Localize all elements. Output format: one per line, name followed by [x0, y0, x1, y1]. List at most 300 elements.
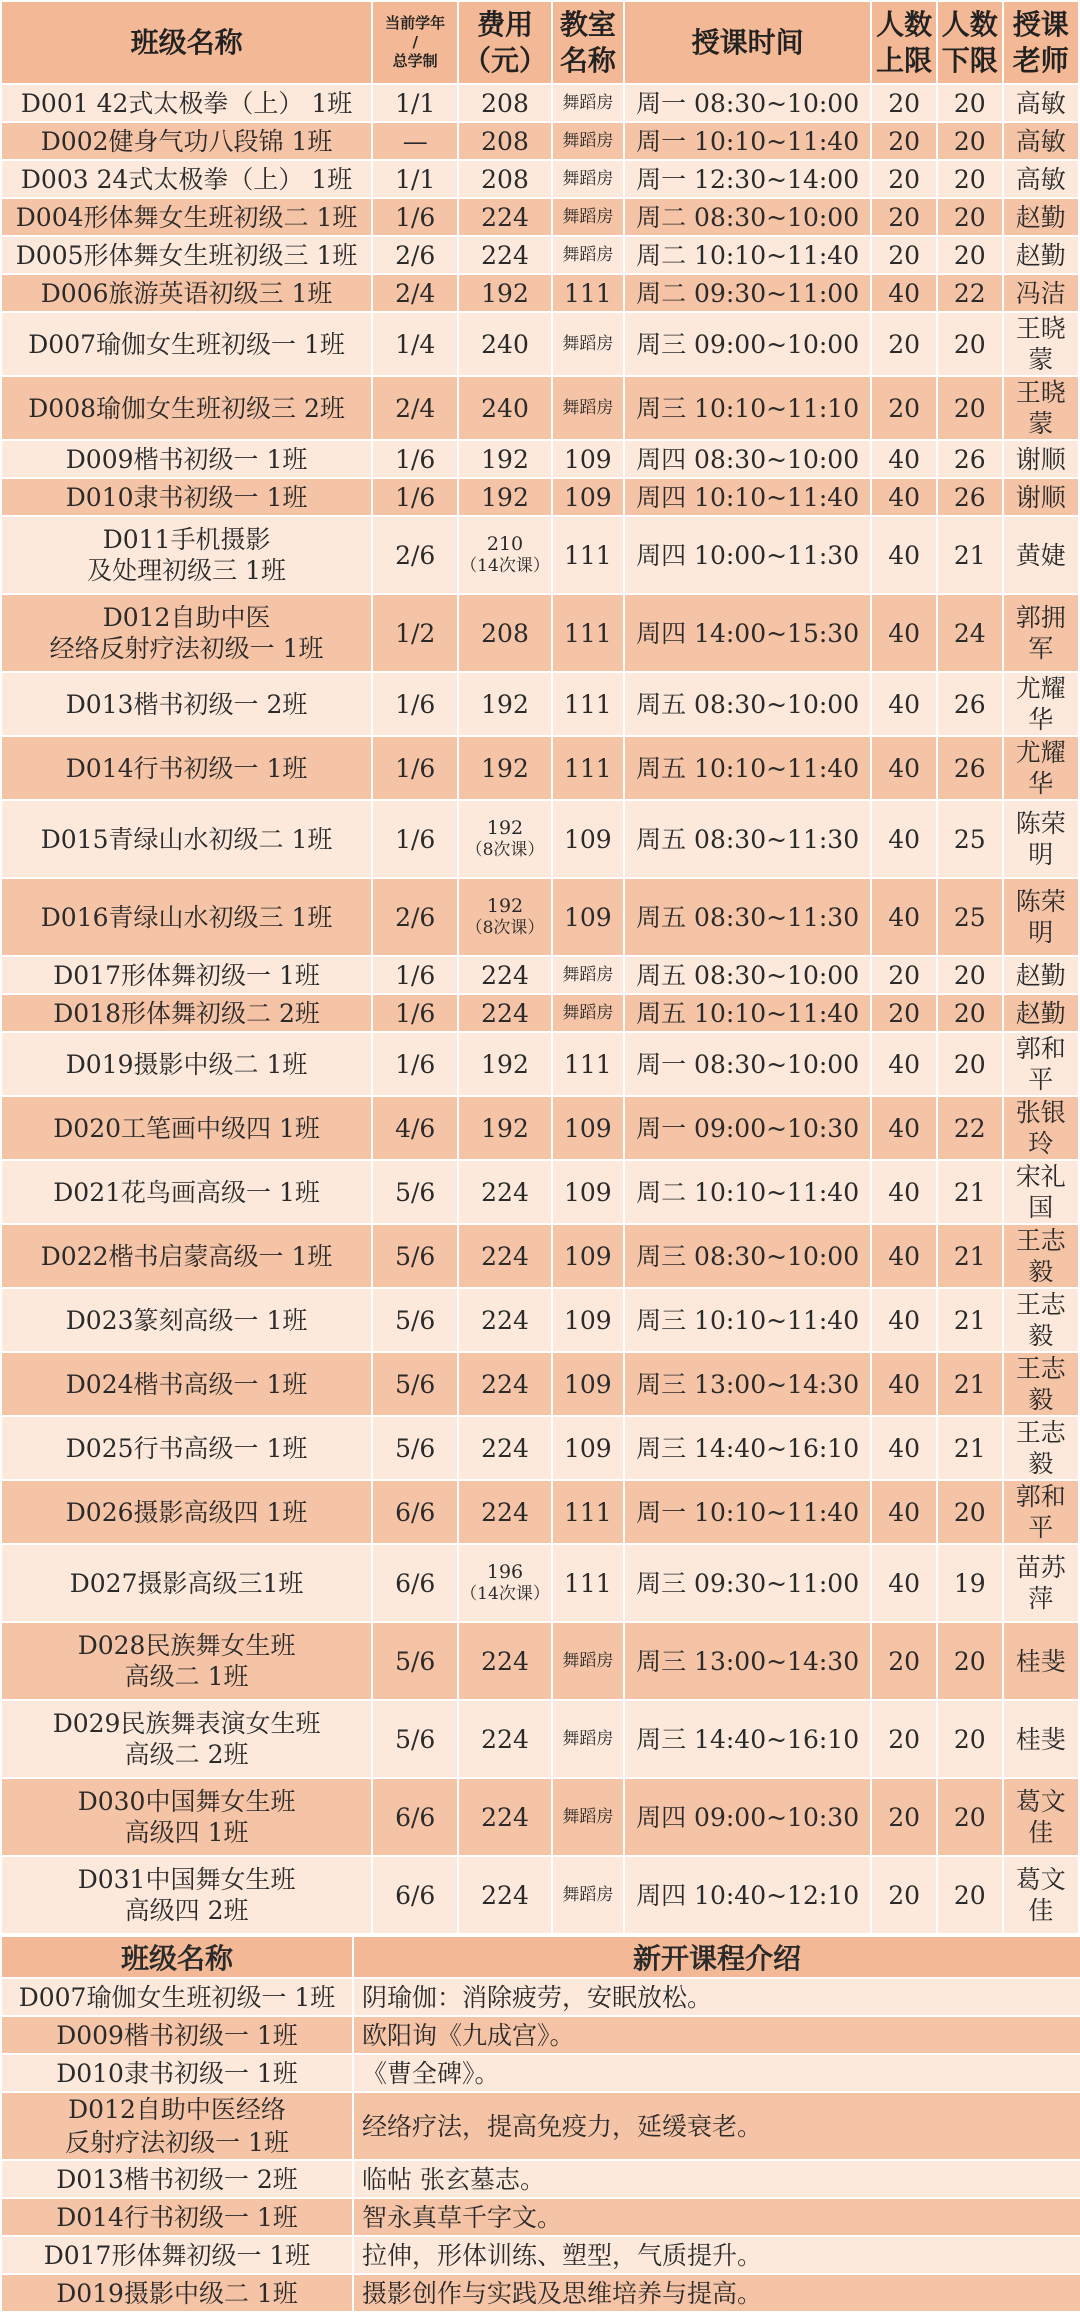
class-name-cell	[1, 236, 372, 274]
intro-row	[1, 1978, 1080, 2016]
max-cell: 40	[871, 1032, 937, 1096]
min-cell: 24	[937, 594, 1003, 672]
room-cell: 111	[552, 736, 624, 800]
fee-cell: 192	[458, 440, 552, 478]
schedule-row	[1, 1224, 1079, 1288]
max-cell: 20	[871, 1856, 937, 1934]
time-cell: 周二 10:10~11:40	[624, 1160, 871, 1224]
fee-note: （8次课）	[465, 840, 545, 860]
year-cell: 1/6	[372, 956, 458, 994]
schedule-row	[1, 1032, 1079, 1096]
class-name-line: 反射疗法初级一 1班	[65, 2128, 289, 2157]
teacher-cell: 谢顺	[1003, 440, 1079, 478]
time-cell: 周二 08:30~10:00	[624, 198, 871, 236]
min-cell: 25	[937, 800, 1003, 878]
room-cell: 舞蹈房	[552, 198, 624, 236]
schedule-row	[1, 994, 1079, 1032]
intro-description-cell: 经络疗法，提高免疫力，延缓衰老。	[353, 2092, 1080, 2160]
fee-cell	[458, 800, 552, 878]
header-max: 人数 上限	[871, 1, 937, 84]
fee-cell: 224	[458, 1856, 552, 1934]
room-cell: 111	[552, 1032, 624, 1096]
teacher-cell: 葛文佳	[1003, 1856, 1079, 1934]
fee-cell: 224	[458, 1224, 552, 1288]
header-teacher: 授课 老师	[1003, 1, 1079, 84]
max-cell: 40	[871, 800, 937, 878]
room-cell: 109	[552, 1160, 624, 1224]
fee-cell: 208	[458, 84, 552, 122]
fee-value: 210	[486, 533, 524, 555]
year-cell: —	[372, 122, 458, 160]
year-cell: 4/6	[372, 1096, 458, 1160]
fee-cell: 192	[458, 274, 552, 312]
fee-cell: 224	[458, 994, 552, 1032]
teacher-cell: 葛文佳	[1003, 1778, 1079, 1856]
class-name-line: D016青绿山水初级三 1班	[40, 902, 333, 932]
fee-cell: 224	[458, 1352, 552, 1416]
room-cell: 舞蹈房	[552, 1700, 624, 1778]
room-cell: 111	[552, 594, 624, 672]
min-cell: 20	[937, 198, 1003, 236]
min-cell: 22	[937, 1096, 1003, 1160]
fee-cell: 208	[458, 122, 552, 160]
class-name-cell	[1, 312, 372, 376]
schedule-row	[1, 1160, 1079, 1224]
class-name-line: 高级二 2班	[124, 1740, 249, 1769]
min-cell: 26	[937, 736, 1003, 800]
intro-header-row	[1, 1936, 1080, 1978]
max-cell: 40	[871, 516, 937, 594]
max-cell: 40	[871, 1224, 937, 1288]
min-cell: 20	[937, 994, 1003, 1032]
class-name-line: D011手机摄影	[102, 525, 271, 554]
fee-cell: 240	[458, 376, 552, 440]
min-cell: 20	[937, 122, 1003, 160]
header-room: 教室 名称	[552, 1, 624, 84]
intro-description-cell: 阴瑜伽：消除疲劳，安眠放松。	[353, 1978, 1080, 2016]
teacher-cell: 陈荣明	[1003, 878, 1079, 956]
class-name-line: D019摄影中级二 1班	[56, 2278, 298, 2308]
class-name-cell	[1, 122, 372, 160]
year-cell: 1/4	[372, 312, 458, 376]
max-cell: 20	[871, 236, 937, 274]
header-year: 当前学年 / 总学制	[372, 1, 458, 84]
schedule-row	[1, 1778, 1079, 1856]
time-cell: 周一 08:30~10:00	[624, 1032, 871, 1096]
intro-class-name-cell	[1, 2016, 353, 2054]
time-cell: 周三 14:40~16:10	[624, 1416, 871, 1480]
time-cell: 周四 14:00~15:30	[624, 594, 871, 672]
intro-description-cell: 智永真草千字文。	[353, 2198, 1080, 2236]
time-cell: 周四 10:00~11:30	[624, 516, 871, 594]
class-name-cell	[1, 1288, 372, 1352]
class-name-cell	[1, 274, 372, 312]
time-cell: 周五 10:10~11:40	[624, 736, 871, 800]
time-cell: 周三 13:00~14:30	[624, 1622, 871, 1700]
fee-cell: 224	[458, 956, 552, 994]
min-cell: 26	[937, 478, 1003, 516]
class-name-cell	[1, 1622, 372, 1700]
schedule-row	[1, 516, 1079, 594]
time-cell: 周一 08:30~10:00	[624, 84, 871, 122]
teacher-cell: 张银玲	[1003, 1096, 1079, 1160]
teacher-cell: 尤耀华	[1003, 736, 1079, 800]
schedule-row	[1, 160, 1079, 198]
class-name-cell	[1, 800, 372, 878]
class-name-line: D017形体舞初级一 1班	[43, 2240, 311, 2270]
intro-class-name-cell	[1, 2054, 353, 2092]
class-name-cell	[1, 516, 372, 594]
time-cell: 周五 08:30~11:30	[624, 878, 871, 956]
class-name-cell	[1, 1856, 372, 1934]
time-cell: 周四 10:40~12:10	[624, 1856, 871, 1934]
year-cell: 6/6	[372, 1856, 458, 1934]
time-cell: 周四 08:30~10:00	[624, 440, 871, 478]
max-cell: 40	[871, 274, 937, 312]
class-name-line: D006旅游英语初级三 1班	[40, 278, 333, 308]
class-name-cell	[1, 1352, 372, 1416]
schedule-row	[1, 1622, 1079, 1700]
intro-description-cell: 欧阳询《九成宫》。	[353, 2016, 1080, 2054]
teacher-cell: 赵勤	[1003, 956, 1079, 994]
min-cell: 21	[937, 516, 1003, 594]
room-cell: 舞蹈房	[552, 994, 624, 1032]
min-cell: 26	[937, 440, 1003, 478]
class-name-line: D014行书初级一 1班	[56, 2202, 298, 2232]
room-cell: 舞蹈房	[552, 376, 624, 440]
time-cell: 周二 10:10~11:40	[624, 236, 871, 274]
intro-description-cell: 拉伸，形体训练、塑型，气质提升。	[353, 2236, 1080, 2274]
schedule-row	[1, 878, 1079, 956]
max-cell: 40	[871, 1480, 937, 1544]
class-name-line: D025行书高级一 1班	[65, 1433, 308, 1463]
year-cell: 1/1	[372, 84, 458, 122]
time-cell: 周四 10:10~11:40	[624, 478, 871, 516]
min-cell: 20	[937, 956, 1003, 994]
class-name-line: D018形体舞初级二 2班	[53, 998, 320, 1028]
class-name-cell	[1, 1700, 372, 1778]
schedule-row	[1, 736, 1079, 800]
min-cell: 20	[937, 236, 1003, 274]
class-name-cell	[1, 1416, 372, 1480]
year-cell: 1/6	[372, 478, 458, 516]
fee-cell: 192	[458, 736, 552, 800]
fee-note: （14次课）	[460, 1584, 550, 1604]
max-cell: 20	[871, 1700, 937, 1778]
class-name-line: D009楷书初级一 1班	[56, 2020, 298, 2050]
class-name-cell	[1, 994, 372, 1032]
teacher-cell: 赵勤	[1003, 236, 1079, 274]
schedule-row	[1, 236, 1079, 274]
fee-value: 196	[486, 1561, 524, 1583]
time-cell: 周三 13:00~14:30	[624, 1352, 871, 1416]
intro-row	[1, 2054, 1080, 2092]
max-cell: 20	[871, 122, 937, 160]
class-name-line: D028民族舞女生班	[77, 1631, 296, 1660]
teacher-cell: 王志毅	[1003, 1352, 1079, 1416]
schedule-row	[1, 312, 1079, 376]
year-cell: 2/6	[372, 878, 458, 956]
room-cell: 舞蹈房	[552, 122, 624, 160]
schedule-row	[1, 1700, 1079, 1778]
room-cell: 舞蹈房	[552, 1856, 624, 1934]
class-name-line: 高级四 2班	[124, 1896, 249, 1925]
class-name-line: D026摄影高级四 1班	[65, 1497, 308, 1527]
class-name-cell	[1, 672, 372, 736]
teacher-cell: 桂斐	[1003, 1700, 1079, 1778]
room-cell: 109	[552, 1096, 624, 1160]
class-name-line: D030中国舞女生班	[77, 1787, 296, 1816]
schedule-row	[1, 1856, 1079, 1934]
fee-note: （14次课）	[460, 556, 550, 576]
class-name-cell	[1, 160, 372, 198]
fee-cell: 224	[458, 1288, 552, 1352]
teacher-cell: 王志毅	[1003, 1416, 1079, 1480]
class-name-cell	[1, 1160, 372, 1224]
room-cell: 舞蹈房	[552, 312, 624, 376]
fee-cell: 224	[458, 1160, 552, 1224]
max-cell: 20	[871, 312, 937, 376]
min-cell: 21	[937, 1224, 1003, 1288]
min-cell: 20	[937, 1778, 1003, 1856]
room-cell: 舞蹈房	[552, 160, 624, 198]
class-name-cell	[1, 440, 372, 478]
year-cell: 1/6	[372, 736, 458, 800]
class-name-cell	[1, 198, 372, 236]
year-cell: 1/6	[372, 440, 458, 478]
max-cell: 40	[871, 478, 937, 516]
min-cell: 20	[937, 1856, 1003, 1934]
fee-cell: 208	[458, 160, 552, 198]
fee-cell: 224	[458, 198, 552, 236]
intro-class-name-cell	[1, 2092, 353, 2160]
class-name-line: D014行书初级一 1班	[65, 753, 308, 783]
fee-cell	[458, 878, 552, 956]
class-name-cell	[1, 956, 372, 994]
time-cell: 周二 09:30~11:00	[624, 274, 871, 312]
min-cell: 19	[937, 1544, 1003, 1622]
room-cell: 111	[552, 516, 624, 594]
year-cell: 1/1	[372, 160, 458, 198]
class-name-line: D009楷书初级一 1班	[65, 444, 308, 474]
header-fee: 费用 （元）	[458, 1, 552, 84]
class-name-cell	[1, 878, 372, 956]
room-cell: 109	[552, 1224, 624, 1288]
max-cell: 20	[871, 956, 937, 994]
schedule-row	[1, 1288, 1079, 1352]
teacher-cell: 苗苏萍	[1003, 1544, 1079, 1622]
max-cell: 20	[871, 198, 937, 236]
teacher-cell: 高敏	[1003, 84, 1079, 122]
min-cell: 20	[937, 1032, 1003, 1096]
min-cell: 22	[937, 274, 1003, 312]
class-name-line: D008瑜伽女生班初级三 2班	[28, 393, 345, 423]
min-cell: 20	[937, 376, 1003, 440]
time-cell: 周五 08:30~10:00	[624, 956, 871, 994]
year-cell: 6/6	[372, 1544, 458, 1622]
schedule-row	[1, 274, 1079, 312]
class-name-line: D010隶书初级一 1班	[65, 482, 308, 512]
class-name-cell	[1, 84, 372, 122]
max-cell: 40	[871, 878, 937, 956]
class-name-cell	[1, 1544, 372, 1622]
year-cell: 2/4	[372, 274, 458, 312]
time-cell: 周五 10:10~11:40	[624, 994, 871, 1032]
fee-cell: 224	[458, 1480, 552, 1544]
fee-cell: 208	[458, 594, 552, 672]
teacher-cell: 赵勤	[1003, 994, 1079, 1032]
fee-cell: 224	[458, 1700, 552, 1778]
min-cell: 21	[937, 1416, 1003, 1480]
class-name-line: D029民族舞表演女生班	[52, 1709, 321, 1738]
year-cell: 6/6	[372, 1480, 458, 1544]
max-cell: 40	[871, 440, 937, 478]
schedule-body	[1, 84, 1079, 1934]
header-class-name: 班级名称	[1, 1, 372, 84]
year-cell: 2/6	[372, 516, 458, 594]
fee-cell: 192	[458, 478, 552, 516]
max-cell: 40	[871, 1352, 937, 1416]
class-name-line: D001 42式太极拳（上） 1班	[20, 88, 353, 118]
class-name-line: D012自助中医	[102, 603, 271, 632]
schedule-row	[1, 800, 1079, 878]
teacher-cell: 陈荣明	[1003, 800, 1079, 878]
room-cell: 111	[552, 1480, 624, 1544]
fee-cell: 224	[458, 236, 552, 274]
year-cell: 1/6	[372, 672, 458, 736]
fee-value: 192	[486, 895, 524, 917]
class-name-line: D003 24式太极拳（上） 1班	[20, 164, 353, 194]
intro-row	[1, 2016, 1080, 2054]
min-cell: 20	[937, 160, 1003, 198]
schedule-row	[1, 122, 1079, 160]
time-cell: 周一 10:10~11:40	[624, 122, 871, 160]
min-cell: 20	[937, 1622, 1003, 1700]
class-name-line: D005形体舞女生班初级三 1班	[15, 240, 358, 270]
class-name-line: D022楷书启蒙高级一 1班	[40, 1241, 333, 1271]
class-name-line: D012自助中医经络	[68, 2095, 286, 2124]
teacher-cell: 谢顺	[1003, 478, 1079, 516]
class-name-line: D013楷书初级一 2班	[65, 689, 308, 719]
room-cell: 111	[552, 274, 624, 312]
max-cell: 40	[871, 1096, 937, 1160]
max-cell: 40	[871, 1416, 937, 1480]
teacher-cell: 郭和平	[1003, 1480, 1079, 1544]
fee-value: 192	[486, 817, 524, 839]
min-cell: 20	[937, 1480, 1003, 1544]
class-name-line: 高级四 1班	[124, 1818, 249, 1847]
intro-header-description: 新开课程介绍	[353, 1936, 1080, 1978]
schedule-row	[1, 594, 1079, 672]
min-cell: 21	[937, 1352, 1003, 1416]
schedule-row	[1, 1096, 1079, 1160]
class-name-line: D010隶书初级一 1班	[56, 2058, 298, 2088]
room-cell: 109	[552, 440, 624, 478]
room-cell: 109	[552, 1288, 624, 1352]
class-name-cell	[1, 736, 372, 800]
class-name-line: D020工笔画中级四 1班	[53, 1113, 320, 1143]
schedule-row	[1, 198, 1079, 236]
year-cell: 6/6	[372, 1778, 458, 1856]
year-cell: 1/6	[372, 1032, 458, 1096]
schedule-row	[1, 1480, 1079, 1544]
fee-cell: 224	[458, 1778, 552, 1856]
year-cell: 1/6	[372, 198, 458, 236]
teacher-cell: 王志毅	[1003, 1224, 1079, 1288]
max-cell: 40	[871, 1544, 937, 1622]
teacher-cell: 高敏	[1003, 160, 1079, 198]
class-name-line: D015青绿山水初级二 1班	[40, 824, 333, 854]
time-cell: 周三 09:00~10:00	[624, 312, 871, 376]
max-cell: 20	[871, 160, 937, 198]
class-name-line: D007瑜伽女生班初级一 1班	[18, 1982, 336, 2012]
max-cell: 40	[871, 594, 937, 672]
year-cell: 5/6	[372, 1622, 458, 1700]
teacher-cell: 郭和平	[1003, 1032, 1079, 1096]
max-cell: 20	[871, 994, 937, 1032]
intro-body	[1, 1978, 1080, 2312]
class-name-line: D027摄影高级三1班	[69, 1568, 304, 1598]
room-cell: 111	[552, 1544, 624, 1622]
time-cell: 周五 08:30~10:00	[624, 672, 871, 736]
max-cell: 40	[871, 1160, 937, 1224]
year-cell: 1/6	[372, 994, 458, 1032]
class-name-cell	[1, 478, 372, 516]
year-cell: 5/6	[372, 1416, 458, 1480]
class-name-line: D007瑜伽女生班初级一 1班	[28, 329, 345, 359]
schedule-row	[1, 956, 1079, 994]
intro-class-name-cell	[1, 2236, 353, 2274]
year-cell: 5/6	[372, 1160, 458, 1224]
room-cell: 111	[552, 672, 624, 736]
min-cell: 20	[937, 312, 1003, 376]
teacher-cell: 王志毅	[1003, 1288, 1079, 1352]
intro-class-name-cell	[1, 2198, 353, 2236]
header-min: 人数 下限	[937, 1, 1003, 84]
room-cell: 109	[552, 1352, 624, 1416]
schedule-row	[1, 84, 1079, 122]
teacher-cell: 王晓蒙	[1003, 312, 1079, 376]
year-cell: 5/6	[372, 1352, 458, 1416]
min-cell: 20	[937, 1700, 1003, 1778]
class-name-line: D019摄影中级二 1班	[65, 1049, 308, 1079]
min-cell: 20	[937, 84, 1003, 122]
class-name-cell	[1, 1480, 372, 1544]
course-intro-table	[0, 1935, 1080, 2313]
room-cell: 舞蹈房	[552, 956, 624, 994]
schedule-row	[1, 1544, 1079, 1622]
fee-cell: 240	[458, 312, 552, 376]
teacher-cell: 王晓蒙	[1003, 376, 1079, 440]
year-cell: 2/6	[372, 236, 458, 274]
year-cell: 2/4	[372, 376, 458, 440]
fee-note: （8次课）	[465, 918, 545, 938]
room-cell: 109	[552, 800, 624, 878]
room-cell: 109	[552, 478, 624, 516]
teacher-cell: 赵勤	[1003, 198, 1079, 236]
class-name-cell	[1, 1778, 372, 1856]
time-cell: 周五 08:30~11:30	[624, 800, 871, 878]
fee-cell: 192	[458, 1096, 552, 1160]
fee-cell	[458, 516, 552, 594]
class-name-cell	[1, 594, 372, 672]
fee-cell: 224	[458, 1416, 552, 1480]
teacher-cell: 黄婕	[1003, 516, 1079, 594]
schedule-row	[1, 1352, 1079, 1416]
class-name-cell	[1, 1096, 372, 1160]
room-cell: 舞蹈房	[552, 84, 624, 122]
fee-cell: 192	[458, 1032, 552, 1096]
